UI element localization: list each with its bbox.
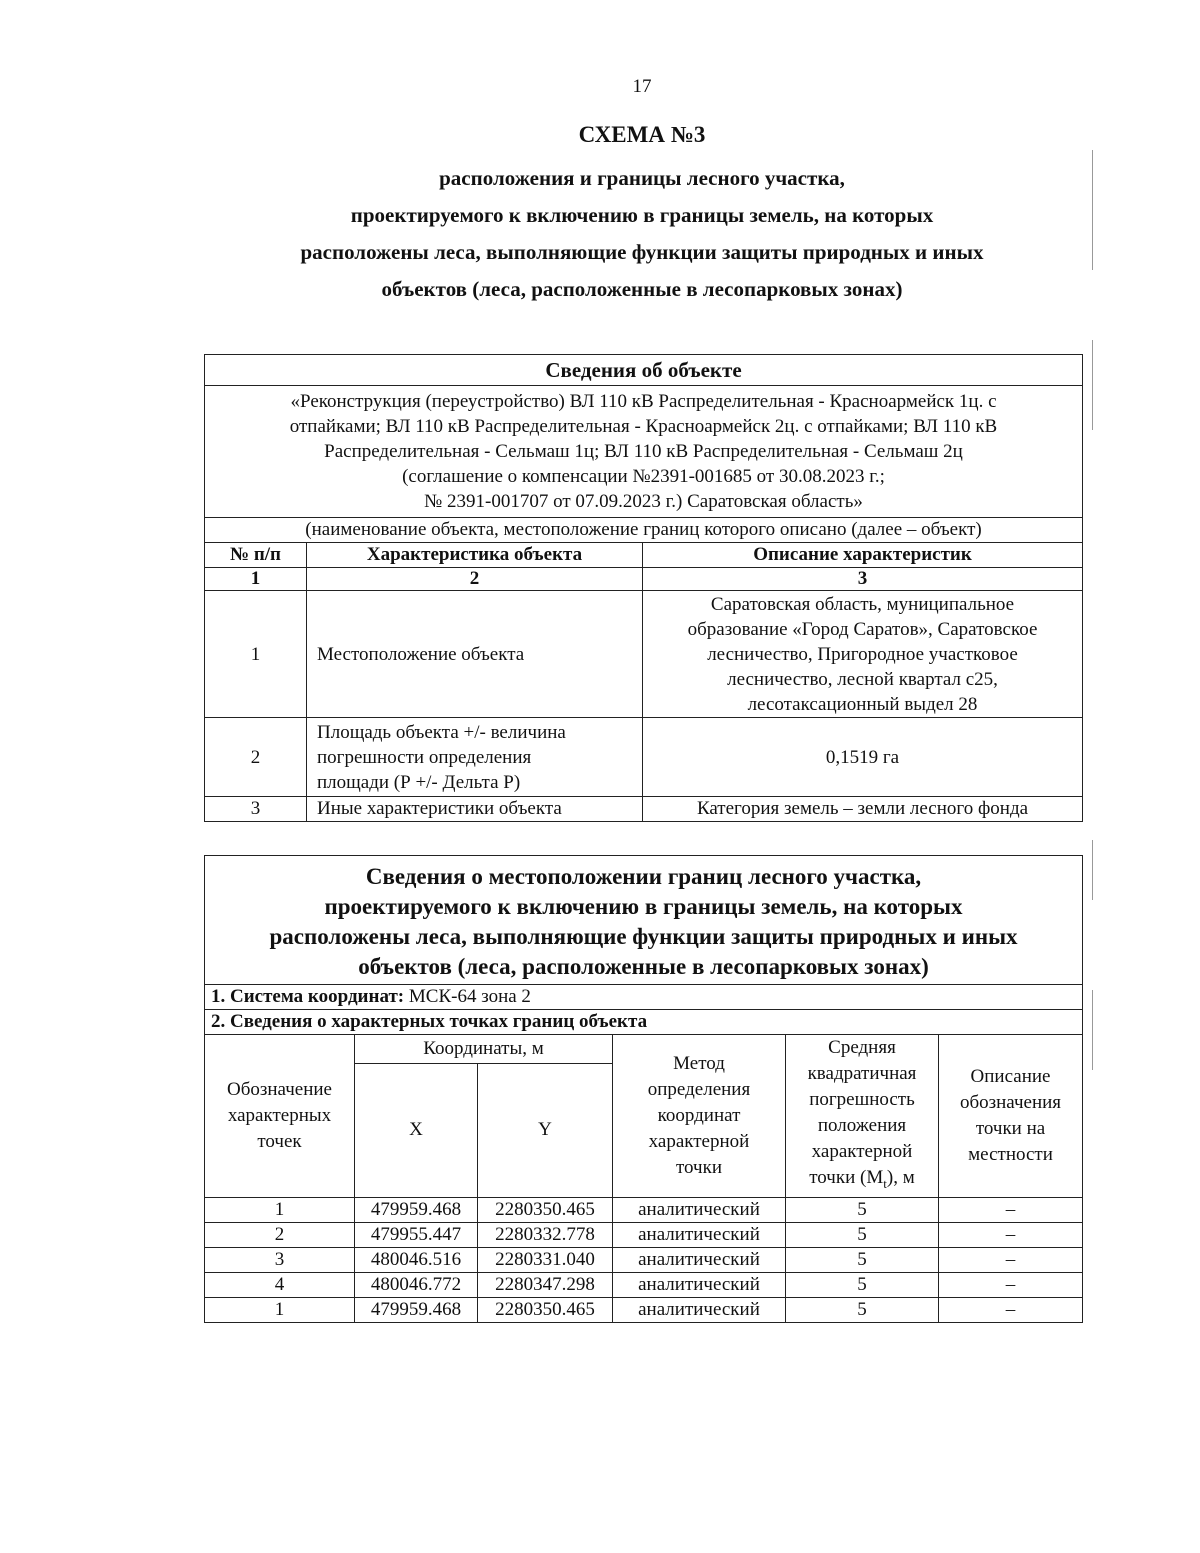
- header-error: [786, 1035, 939, 1198]
- object-name-line: отпайками; ВЛ 110 кВ Распределительная - Красноармейск 2ц. с отпайками; ВЛ 110 кВ: [289, 416, 998, 437]
- column-number: 3: [643, 568, 1083, 591]
- row-number: 2: [205, 718, 307, 797]
- scan-edge-mark: [1092, 840, 1093, 900]
- description-line: Саратовская область, муниципальное: [710, 593, 1015, 615]
- point-description: –: [939, 1222, 1083, 1247]
- boundary-points-table: [204, 855, 1083, 1323]
- method: аналитический: [613, 1197, 786, 1222]
- description-line: лесничество, лесной квартал с25,: [727, 668, 998, 690]
- header-description: [939, 1035, 1083, 1198]
- header-line: точек: [257, 1130, 302, 1152]
- header-line: Метод: [673, 1052, 725, 1074]
- column-header-description: Описание характеристик: [643, 543, 1083, 568]
- scheme-subtitle-line: объектов (леса, расположенные в лесопарковых зонах): [381, 277, 903, 301]
- header-coordinates: Координаты, м: [355, 1035, 613, 1064]
- object-name-line: (соглашение о компенсации №2391-001685 от 30.08.2023 г.;: [402, 466, 885, 487]
- column-number: 1: [205, 568, 307, 591]
- characteristic-line: погрешности определения: [317, 746, 532, 768]
- characteristic-line: Иные характеристики объекта: [317, 798, 562, 819]
- point-id: 1: [205, 1297, 355, 1322]
- points-body: [205, 1197, 1083, 1322]
- row-description: [643, 797, 1083, 822]
- scan-edge-mark: [1092, 150, 1093, 270]
- column-header-number: № п/п: [205, 543, 307, 568]
- object-name-hint: (наименование объекта, местоположение границ которого описано (далее – объект): [205, 518, 1083, 543]
- object-name-line: «Реконструкция (переустройство) ВЛ 110 кВ Распределительная - Красноармейск 1ц. с: [290, 391, 997, 412]
- error: 5: [786, 1222, 939, 1247]
- point-description: –: [939, 1272, 1083, 1297]
- coord-y: 2280331.040: [478, 1247, 613, 1272]
- column-number: 2: [307, 568, 643, 591]
- object-info-table: [204, 354, 1083, 822]
- document-title: [200, 120, 1084, 308]
- characteristic-line: Местоположение объекта: [317, 643, 525, 665]
- header-x: X: [355, 1063, 478, 1197]
- error: 5: [786, 1297, 939, 1322]
- row-number: 1: [205, 591, 307, 718]
- header-line: характерной: [811, 1141, 913, 1162]
- description-line: лесничество, Пригородное участковое: [707, 643, 1018, 665]
- row-number: 3: [205, 797, 307, 822]
- header-line: погрешность: [809, 1089, 915, 1110]
- row-characteristic: [307, 591, 643, 718]
- coordinate-system-label: 1. Система координат:: [211, 986, 405, 1007]
- description-line: 0,1519 га: [825, 746, 900, 768]
- coord-x: 480046.516: [355, 1247, 478, 1272]
- row-characteristic: [307, 718, 643, 797]
- object-name-line: Распределительная - Сельмаш 1ц; ВЛ 110 кВ Распределительная - Сельмаш 2ц: [324, 441, 963, 462]
- method: аналитический: [613, 1247, 786, 1272]
- scheme-title: СХЕМА №3: [578, 122, 706, 147]
- coord-y: 2280347.298: [478, 1272, 613, 1297]
- coord-x: 479955.447: [355, 1222, 478, 1247]
- coord-x: 479959.468: [355, 1297, 478, 1322]
- table-row: [205, 1247, 1083, 1272]
- header-subscript: t: [883, 1175, 887, 1191]
- method: аналитический: [613, 1272, 786, 1297]
- header-line: местности: [968, 1143, 1053, 1165]
- boundary-heading: [205, 856, 1083, 985]
- object-info-heading: Сведения об объекте: [205, 355, 1083, 386]
- header-text: ), м: [886, 1167, 915, 1188]
- header-line: точки на: [975, 1117, 1046, 1139]
- scan-edge-mark: [1092, 340, 1093, 430]
- row-description: [643, 718, 1083, 797]
- header-line: положения: [817, 1115, 907, 1136]
- header-line: Описание: [970, 1065, 1051, 1087]
- header-line: точки: [675, 1156, 722, 1178]
- coord-y: 2280350.465: [478, 1297, 613, 1322]
- coordinate-system-value: МСК-64 зона 2: [404, 986, 531, 1007]
- point-description: –: [939, 1247, 1083, 1272]
- table-row: [205, 1222, 1083, 1247]
- header-line: Обозначение: [227, 1078, 332, 1100]
- row-characteristic: [307, 797, 643, 822]
- coord-y: 2280332.778: [478, 1222, 613, 1247]
- characteristic-line: Площадь объекта +/- величина: [317, 721, 566, 743]
- header-line: обозначения: [959, 1091, 1062, 1113]
- error: 5: [786, 1272, 939, 1297]
- description-line: образование «Город Саратов», Саратовское: [687, 618, 1038, 640]
- points-heading: [205, 1010, 1083, 1035]
- header-line: квадратичная: [807, 1063, 917, 1084]
- point-description: –: [939, 1197, 1083, 1222]
- scheme-subtitle-line: проектируемого к включению в границы земель, на которых: [350, 203, 934, 227]
- point-description: –: [939, 1297, 1083, 1322]
- header-line: определения: [647, 1078, 751, 1100]
- point-id: 1: [205, 1197, 355, 1222]
- row-description: [643, 591, 1083, 718]
- header-method: [613, 1035, 786, 1198]
- characteristic-line: площади (Р +/- Дельта Р): [317, 771, 521, 793]
- column-header-characteristic: Характеристика объекта: [307, 543, 643, 568]
- header-text: точки (M: [809, 1167, 884, 1188]
- description-line: Категория земель – земли лесного фонда: [696, 798, 1029, 819]
- scheme-subtitle-line: расположения и границы лесного участка,: [439, 166, 845, 190]
- header-line: Средняя: [828, 1037, 896, 1058]
- table-row: [205, 797, 1083, 822]
- page-number: 17: [632, 76, 652, 97]
- object-name-cell: [205, 386, 1083, 518]
- table-row: [205, 1297, 1083, 1322]
- error: 5: [786, 1247, 939, 1272]
- header-designation: [205, 1035, 355, 1198]
- boundary-heading-line: проектируемого к включению в границы земель, на которых: [324, 894, 963, 919]
- boundary-heading-line: объектов (леса, расположенные в лесопарковых зонах): [358, 954, 929, 979]
- table-row: [205, 1197, 1083, 1222]
- object-name-line: № 2391-001707 от 07.09.2023 г.) Саратовская область»: [424, 491, 863, 512]
- table-row: [205, 591, 1083, 718]
- table-row: [205, 1272, 1083, 1297]
- point-id: 3: [205, 1247, 355, 1272]
- description-line: лесотаксационный выдел 28: [747, 693, 978, 715]
- coord-x: 480046.772: [355, 1272, 478, 1297]
- point-id: 2: [205, 1222, 355, 1247]
- coord-y: 2280350.465: [478, 1197, 613, 1222]
- table-row: [205, 718, 1083, 797]
- points-heading-text: 2. Сведения о характерных точках границ объекта: [211, 1011, 648, 1032]
- coordinate-system-row: [205, 985, 1083, 1010]
- header-y: Y: [478, 1063, 613, 1197]
- boundary-heading-line: Сведения о местоположении границ лесного участка,: [365, 864, 922, 889]
- point-id: 4: [205, 1272, 355, 1297]
- method: аналитический: [613, 1297, 786, 1322]
- header-line: характерной: [648, 1130, 750, 1152]
- scan-edge-mark: [1092, 990, 1093, 1070]
- header-line: [786, 1165, 938, 1197]
- method: аналитический: [613, 1222, 786, 1247]
- error: 5: [786, 1197, 939, 1222]
- header-line: характерных: [227, 1104, 332, 1126]
- boundary-heading-line: расположены леса, выполняющие функции защиты природных и иных: [269, 924, 1018, 949]
- scheme-subtitle-line: расположены леса, выполняющие функции защиты природных и иных: [300, 240, 984, 264]
- coord-x: 479959.468: [355, 1197, 478, 1222]
- header-line: координат: [657, 1104, 741, 1126]
